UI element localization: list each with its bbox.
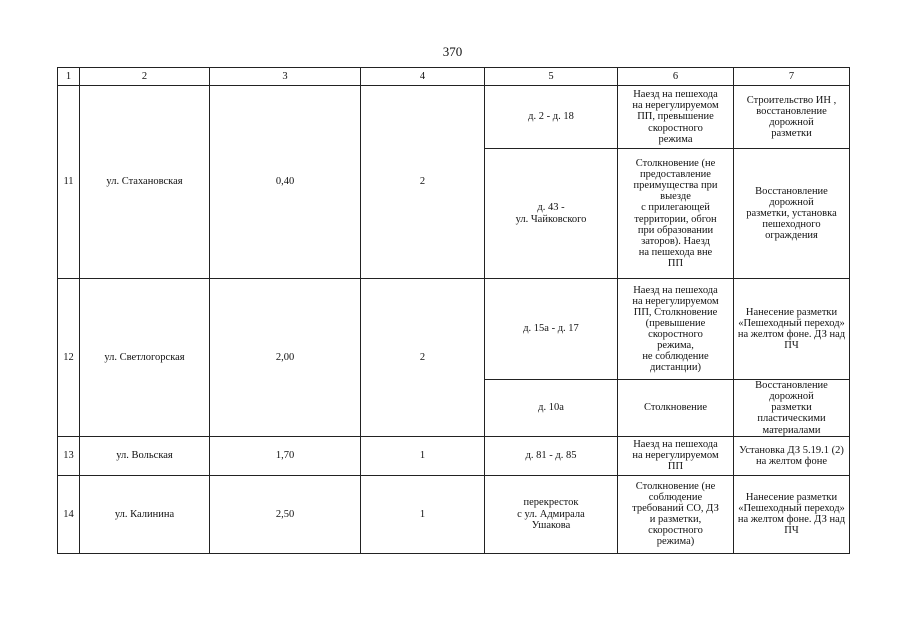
street-name: ул. Калинина [80, 475, 210, 553]
segment-location: д. 81 - д. 85 [485, 436, 618, 475]
accident-cause: Столкновение [618, 380, 734, 437]
planned-measures: Восстановление дорожной разметки пластическими материалами [734, 380, 850, 437]
accident-cause: Наезд на пешехода на нерегулируемом ПП [618, 436, 734, 475]
street-name: ул. Вольская [80, 436, 210, 475]
header-cell: 6 [618, 68, 734, 86]
segment-location: перекресток с ул. Адмирала Ушакова [485, 475, 618, 553]
table-row [58, 279, 850, 380]
header-cell: 1 [58, 68, 80, 86]
accident-count: 1 [361, 475, 485, 553]
planned-measures: Строительство ИН , восстановление дорожной разметки [734, 86, 850, 149]
row-number: 14 [58, 475, 80, 553]
accident-count: 2 [361, 279, 485, 437]
section-length: 2,00 [210, 279, 361, 437]
accident-count: 2 [361, 86, 485, 279]
planned-measures: Установка ДЗ 5.19.1 (2) на желтом фоне [734, 436, 850, 475]
segment-location: д. 10а [485, 380, 618, 437]
section-length: 2,50 [210, 475, 361, 553]
header-cell: 5 [485, 68, 618, 86]
segment-location: д. 2 - д. 18 [485, 86, 618, 149]
table-row [58, 86, 850, 149]
segment-location: д. 15а - д. 17 [485, 279, 618, 380]
row-number: 12 [58, 279, 80, 437]
planned-measures: Нанесение разметки «Пешеходный переход» на желтом фоне. ДЗ над ПЧ [734, 279, 850, 380]
accident-cause: Столкновение (не предоставление преимущества при выезде с прилегающей территории, обгон при образовании заторов). Наезд на пешехода вне ПП [618, 149, 734, 279]
row-number: 11 [58, 86, 80, 279]
accident-cause: Столкновение (не соблюдение требований СО, ДЗ и разметки, скоростного режима) [618, 475, 734, 553]
header-cell: 4 [361, 68, 485, 86]
planned-measures: Восстановление дорожной разметки, установка пешеходного ограждения [734, 149, 850, 279]
accident-cause: Наезд на пешехода на нерегулируемом ПП, превышение скоростного режима [618, 86, 734, 149]
section-length: 0,40 [210, 86, 361, 279]
header-cell: 2 [80, 68, 210, 86]
page-number: 370 [442, 44, 463, 59]
accident-sites-table [57, 67, 850, 554]
header-row [58, 68, 850, 86]
segment-location: д. 43 - ул. Чайковского [485, 149, 618, 279]
header-cell: 7 [734, 68, 850, 86]
row-number: 13 [58, 436, 80, 475]
street-name: ул. Светлогорская [80, 279, 210, 437]
accident-cause: Наезд на пешехода на нерегулируемом ПП, Столкновение (превышение скоростного режима, не соблюдение дистанции) [618, 279, 734, 380]
table-row [58, 475, 850, 553]
planned-measures: Нанесение разметки «Пешеходный переход» на желтом фоне. ДЗ над ПЧ [734, 475, 850, 553]
accident-count: 1 [361, 436, 485, 475]
street-name: ул. Стахановская [80, 86, 210, 279]
table-row [58, 436, 850, 475]
section-length: 1,70 [210, 436, 361, 475]
header-cell: 3 [210, 68, 361, 86]
